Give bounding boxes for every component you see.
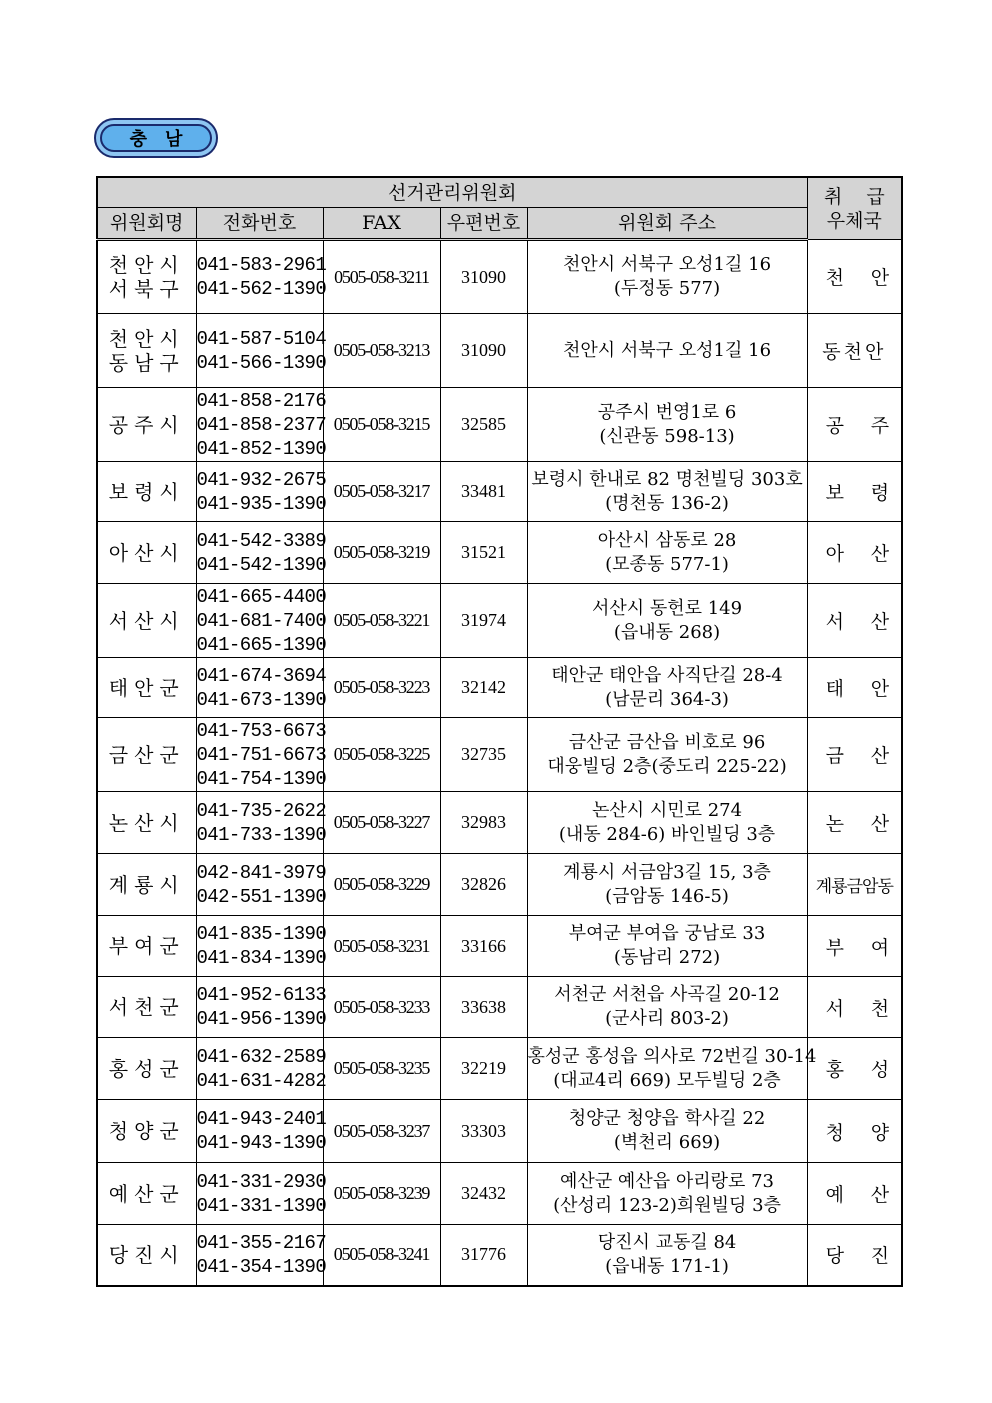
post-office-char: 공 — [825, 415, 844, 437]
post-office-char: 논 — [825, 813, 844, 835]
committee-name-line: 천안시 — [108, 326, 185, 351]
committee-name-line: 홍성군 — [108, 1056, 185, 1081]
fax-cell: 0505-058-3227 — [323, 792, 440, 854]
phone-number: 041-852-1390 — [196, 437, 327, 460]
header-post-office-line2: 우체국 — [826, 209, 882, 232]
phone-number: 041-733-1390 — [196, 823, 327, 846]
header-phone: 전화번호 — [196, 208, 323, 240]
header-postal-code: 우편번호 — [440, 208, 527, 240]
postal-code-cell: 32432 — [440, 1163, 527, 1225]
phone-number: 041-835-1390 — [196, 923, 327, 945]
post-office-char: 산 — [870, 745, 890, 767]
post-office-char: 안 — [870, 678, 890, 700]
committee-name-cell — [97, 977, 196, 1038]
committee-name-cell — [97, 1163, 196, 1225]
post-office-cell — [807, 1225, 902, 1286]
address-cell — [527, 1100, 807, 1163]
post-office-char: 태 — [825, 678, 844, 700]
table-row — [97, 1100, 902, 1163]
region-badge-inner — [100, 124, 212, 152]
postal-code-cell: 31521 — [440, 522, 527, 584]
address-line: 부여군 부여읍 궁남로 33 — [568, 923, 766, 944]
committee-name-cell — [97, 792, 196, 854]
post-office-char: 당 — [825, 1245, 844, 1268]
committee-name-cell — [97, 1225, 196, 1286]
address-line: 계룡시 서금암3길 15, 3층 — [563, 861, 771, 883]
phone-cell — [196, 240, 327, 314]
post-office-char: 서 — [825, 611, 844, 633]
phone-number: 041-858-2377 — [196, 413, 327, 436]
post-office-char: 금 — [825, 745, 844, 767]
committee-name-cell — [97, 462, 196, 522]
table-row — [97, 1163, 902, 1225]
post-office-char: 산 — [870, 813, 890, 835]
phone-number: 041-631-4282 — [196, 1069, 327, 1092]
address-cell — [527, 792, 807, 854]
table-row — [97, 792, 902, 854]
post-office-cell — [807, 916, 902, 977]
header-post-office-line1: 취 급 — [823, 185, 885, 208]
committee-name-cell — [97, 718, 196, 792]
address-line: 금산군 금산읍 비호로 96 — [568, 731, 766, 753]
postal-code-cell: 33303 — [440, 1100, 527, 1163]
post-office-name — [808, 809, 902, 836]
committee-name-line: 서산시 — [108, 608, 185, 633]
address-line: 서산시 동헌로 149 — [591, 597, 743, 619]
post-office-cell — [807, 977, 902, 1038]
fax-cell: 0505-058-3221 — [323, 584, 440, 658]
region-badge — [94, 118, 218, 158]
postal-code-cell: 32585 — [440, 388, 527, 462]
address-line: (남문리 364-3) — [605, 688, 729, 710]
fax-cell: 0505-058-3217 — [323, 462, 440, 522]
post-office-char: 청 — [825, 1121, 844, 1144]
election-commission-directory-table — [96, 176, 903, 1287]
address-line: 아산시 삼동로 28 — [597, 529, 737, 551]
committee-name-line: 서북구 — [108, 277, 185, 301]
address-line: 예산군 예산읍 아리랑로 73 — [560, 1170, 774, 1192]
phone-number: 041-355-2167 — [196, 1231, 327, 1254]
table-row — [97, 584, 902, 658]
phone-number: 041-665-1390 — [196, 633, 327, 656]
post-office-cell — [807, 718, 902, 792]
committee-name-line: 태안군 — [108, 675, 185, 700]
address-line: 천안시 서북구 오성1길 16 — [563, 254, 772, 275]
phone-number: 041-754-1390 — [196, 767, 327, 790]
post-office-char: 주 — [870, 415, 890, 437]
address-cell — [527, 718, 807, 792]
committee-name-cell — [97, 1038, 196, 1100]
phone-number: 041-932-2675 — [196, 468, 327, 491]
fax-cell: 0505-058-3231 — [323, 916, 440, 977]
address-cell — [527, 240, 807, 314]
address-line: (내동 284-6) 바인빌딩 3층 — [558, 823, 776, 845]
phone-number: 041-956-1390 — [196, 1008, 327, 1030]
address-cell — [527, 388, 807, 462]
phone-cell — [196, 462, 327, 522]
fax-cell: 0505-058-3237 — [323, 1100, 440, 1163]
phone-cell — [196, 658, 327, 718]
fax-cell: 0505-058-3229 — [323, 854, 440, 916]
header-fax: FAX — [323, 208, 440, 240]
post-office-char: 아 — [825, 543, 844, 565]
post-office-name — [808, 607, 902, 634]
address-cell — [527, 462, 807, 522]
address-line: 대웅빌딩 2층(중도리 225-22) — [547, 755, 787, 777]
address-line: (동남리 272) — [613, 947, 721, 968]
phone-number: 042-551-1390 — [196, 885, 327, 908]
address-line: (모종동 577-1) — [605, 553, 729, 575]
address-line: 태안군 태안읍 사직단길 28-4 — [551, 664, 783, 686]
header-election-commission: 선거관리위원회 — [97, 177, 807, 208]
phone-number: 041-354-1390 — [196, 1255, 327, 1278]
phone-number: 041-587-5104 — [196, 327, 327, 350]
post-office-name — [808, 1055, 902, 1082]
address-cell — [527, 1038, 817, 1100]
postal-code-cell: 31974 — [440, 584, 527, 658]
phone-cell — [196, 916, 327, 977]
post-office-cell — [807, 522, 902, 584]
table-row — [97, 314, 902, 388]
table-row — [97, 388, 902, 462]
header-address: 위원회 주소 — [527, 208, 807, 240]
phone-cell — [196, 522, 327, 584]
post-office-char: 예 — [825, 1184, 844, 1206]
committee-name-line: 예산군 — [108, 1181, 185, 1206]
committee-name-line: 서천군 — [108, 995, 185, 1019]
post-office-cell — [807, 1163, 902, 1225]
table-row — [97, 240, 902, 314]
address-cell — [527, 1163, 807, 1225]
committee-name-line: 천안시 — [108, 253, 185, 277]
address-line: (벽천리 669) — [613, 1132, 721, 1153]
phone-number: 041-935-1390 — [196, 492, 327, 515]
committee-name-line: 보령시 — [108, 479, 185, 504]
phone-number: 042-841-3979 — [196, 861, 327, 884]
postal-code-cell: 31090 — [440, 314, 527, 388]
post-office-name — [808, 1241, 902, 1268]
postal-code-cell: 31090 — [440, 240, 527, 314]
post-office-char: 성 — [870, 1059, 890, 1081]
post-office-cell — [807, 1100, 902, 1163]
post-office-char: 서 — [825, 997, 844, 1020]
address-line: 천안시 서북구 오성1길 16 — [563, 339, 772, 361]
post-office-name — [808, 674, 902, 701]
phone-number: 041-665-4400 — [196, 585, 327, 608]
phone-number: 041-331-2930 — [196, 1170, 327, 1193]
phone-cell — [196, 1225, 327, 1286]
table-row — [97, 462, 902, 522]
phone-number: 041-583-2961 — [196, 254, 327, 276]
committee-name-line: 당진시 — [108, 1242, 185, 1267]
post-office-cell — [807, 584, 902, 658]
address-line: 당진시 교동길 84 — [597, 1231, 737, 1253]
address-line: 청양군 청양읍 학사길 22 — [568, 1108, 766, 1129]
committee-name-cell — [97, 314, 196, 388]
committee-name-cell — [97, 854, 196, 916]
post-office-name — [808, 994, 902, 1021]
postal-code-cell: 32983 — [440, 792, 527, 854]
post-office-name — [808, 263, 902, 290]
table-row — [97, 1225, 902, 1286]
header-post-office — [807, 177, 902, 240]
phone-number: 041-674-3694 — [196, 664, 327, 687]
post-office-cell — [807, 314, 902, 388]
post-office-char: 산 — [870, 1184, 890, 1206]
post-office-name — [808, 741, 902, 768]
postal-code-cell: 32735 — [440, 718, 527, 792]
address-line: (산성리 123-2)희원빌딩 3층 — [553, 1194, 781, 1216]
post-office-cell — [807, 462, 902, 522]
committee-name-cell — [97, 658, 196, 718]
fax-cell: 0505-058-3219 — [323, 522, 440, 584]
phone-number: 041-673-1390 — [196, 688, 327, 711]
post-office-cell — [807, 240, 902, 314]
address-cell — [527, 1225, 807, 1286]
post-office-char: 부 — [825, 936, 844, 959]
address-line: (대교4리 669) 모두빌딩 2층 — [553, 1069, 781, 1091]
phone-cell — [196, 792, 327, 854]
header-committee-name: 위원회명 — [97, 208, 196, 240]
address-cell — [527, 854, 807, 916]
post-office-char: 천 — [870, 997, 890, 1020]
address-cell — [527, 522, 807, 584]
address-line: (신관동 598-13) — [599, 425, 735, 447]
committee-name-line: 계룡시 — [108, 872, 185, 897]
post-office-char: 양 — [870, 1121, 890, 1144]
address-cell — [527, 584, 807, 658]
address-cell — [527, 916, 807, 977]
phone-number: 041-751-6673 — [196, 743, 327, 766]
table-body — [97, 240, 902, 1286]
postal-code-cell: 33638 — [440, 977, 527, 1038]
fax-cell: 0505-058-3241 — [323, 1225, 440, 1286]
fax-cell: 0505-058-3215 — [323, 388, 440, 462]
address-line: 홍성군 홍성읍 의사로 72번길 30-14 — [527, 1045, 817, 1067]
postal-code-cell: 32826 — [440, 854, 527, 916]
post-office-char: 홍 — [825, 1059, 844, 1081]
post-office-char: 안 — [870, 267, 890, 289]
phone-number: 041-834-1390 — [196, 947, 327, 969]
address-line: 보령시 한내로 82 명천빌딩 303호 — [531, 468, 803, 490]
post-office-char: 진 — [870, 1245, 890, 1268]
address-line: (명천동 136-2) — [605, 492, 729, 514]
fax-cell: 0505-058-3223 — [323, 658, 440, 718]
address-line: (읍내동 171-1) — [605, 1255, 729, 1277]
phone-number: 041-943-2401 — [196, 1108, 327, 1130]
phone-number: 041-858-2176 — [196, 389, 327, 412]
phone-cell — [196, 1100, 327, 1163]
phone-cell — [196, 718, 327, 792]
phone-cell — [196, 388, 327, 462]
post-office-char: 령 — [870, 482, 890, 504]
post-office-name — [808, 1118, 902, 1145]
post-office-cell — [807, 1038, 902, 1100]
fax-cell: 0505-058-3239 — [323, 1163, 440, 1225]
phone-number: 041-952-6133 — [196, 984, 327, 1006]
post-office-cell — [807, 658, 902, 718]
table-row — [97, 718, 902, 792]
address-cell — [527, 977, 807, 1038]
postal-code-cell: 33481 — [440, 462, 527, 522]
fax-cell: 0505-058-3235 — [323, 1038, 440, 1100]
address-cell — [527, 658, 807, 718]
committee-name-line: 공주시 — [108, 412, 185, 437]
table-row — [97, 854, 902, 916]
post-office-name — [808, 478, 902, 505]
post-office-char: 산 — [870, 543, 890, 565]
committee-name-cell — [97, 388, 196, 462]
committee-name-cell — [97, 522, 196, 584]
post-office-char: 산 — [870, 611, 890, 633]
committee-name-cell — [97, 240, 196, 314]
phone-number: 041-753-6673 — [196, 719, 327, 742]
address-line: 서천군 서천읍 사곡길 20-12 — [554, 984, 780, 1005]
address-line: (두정동 577) — [613, 278, 721, 299]
committee-name-line: 논산시 — [108, 810, 185, 835]
address-line: (금암동 146-5) — [605, 885, 729, 907]
address-line: (군사리 803-2) — [605, 1008, 729, 1029]
committee-name-cell — [97, 584, 196, 658]
phone-cell — [196, 1038, 327, 1100]
fax-cell: 0505-058-3213 — [323, 314, 440, 388]
phone-number: 041-943-1390 — [196, 1132, 327, 1154]
phone-number: 041-566-1390 — [196, 351, 327, 374]
committee-name-line: 청양군 — [108, 1119, 185, 1143]
post-office-name — [808, 539, 902, 566]
committee-name-line: 동남구 — [108, 350, 185, 375]
region-badge-label: 충남 — [129, 129, 201, 150]
table-row — [97, 522, 902, 584]
post-office-char: 천 — [825, 267, 844, 289]
postal-code-cell: 31776 — [440, 1225, 527, 1286]
post-office-name — [808, 1180, 902, 1207]
committee-name-cell — [97, 1100, 196, 1163]
postal-code-cell: 32142 — [440, 658, 527, 718]
committee-name-line: 부여군 — [108, 934, 185, 958]
post-office-cell — [807, 388, 902, 462]
post-office-name — [808, 933, 902, 960]
address-cell — [527, 314, 807, 388]
phone-cell — [196, 977, 327, 1038]
post-office-char: 보 — [825, 482, 844, 504]
committee-name-line: 금산군 — [108, 742, 185, 767]
phone-cell — [196, 1163, 327, 1225]
postal-code-cell: 33166 — [440, 916, 527, 977]
phone-number: 041-331-1390 — [196, 1194, 327, 1217]
postal-code-cell: 32219 — [440, 1038, 527, 1100]
phone-number: 041-735-2622 — [196, 799, 327, 822]
address-line: 논산시 시민로 274 — [591, 799, 743, 821]
phone-cell — [196, 854, 327, 916]
table-row — [97, 658, 902, 718]
table-row — [97, 916, 902, 977]
phone-number: 041-681-7400 — [196, 609, 327, 632]
phone-number: 041-632-2589 — [196, 1045, 327, 1068]
post-office-name: 동천안 — [822, 341, 887, 363]
phone-cell — [196, 314, 327, 388]
committee-name-cell — [97, 916, 196, 977]
phone-number: 041-542-3389 — [196, 529, 327, 552]
fax-cell: 0505-058-3233 — [323, 977, 440, 1038]
committee-name-line: 아산시 — [108, 540, 185, 565]
fax-cell: 0505-058-3211 — [323, 240, 440, 314]
table-row — [97, 1038, 902, 1100]
table-row — [97, 977, 902, 1038]
post-office-char: 여 — [870, 936, 890, 959]
fax-cell: 0505-058-3225 — [323, 718, 440, 792]
phone-number: 041-542-1390 — [196, 553, 327, 576]
post-office-cell — [807, 792, 902, 854]
post-office-cell — [807, 854, 902, 916]
address-line: (읍내동 268) — [613, 621, 721, 643]
post-office-name: 계룡금암동 — [815, 877, 893, 897]
address-line: 공주시 번영1로 6 — [597, 401, 737, 423]
post-office-name — [808, 411, 902, 438]
phone-number: 041-562-1390 — [196, 278, 327, 300]
phone-cell — [196, 584, 327, 658]
